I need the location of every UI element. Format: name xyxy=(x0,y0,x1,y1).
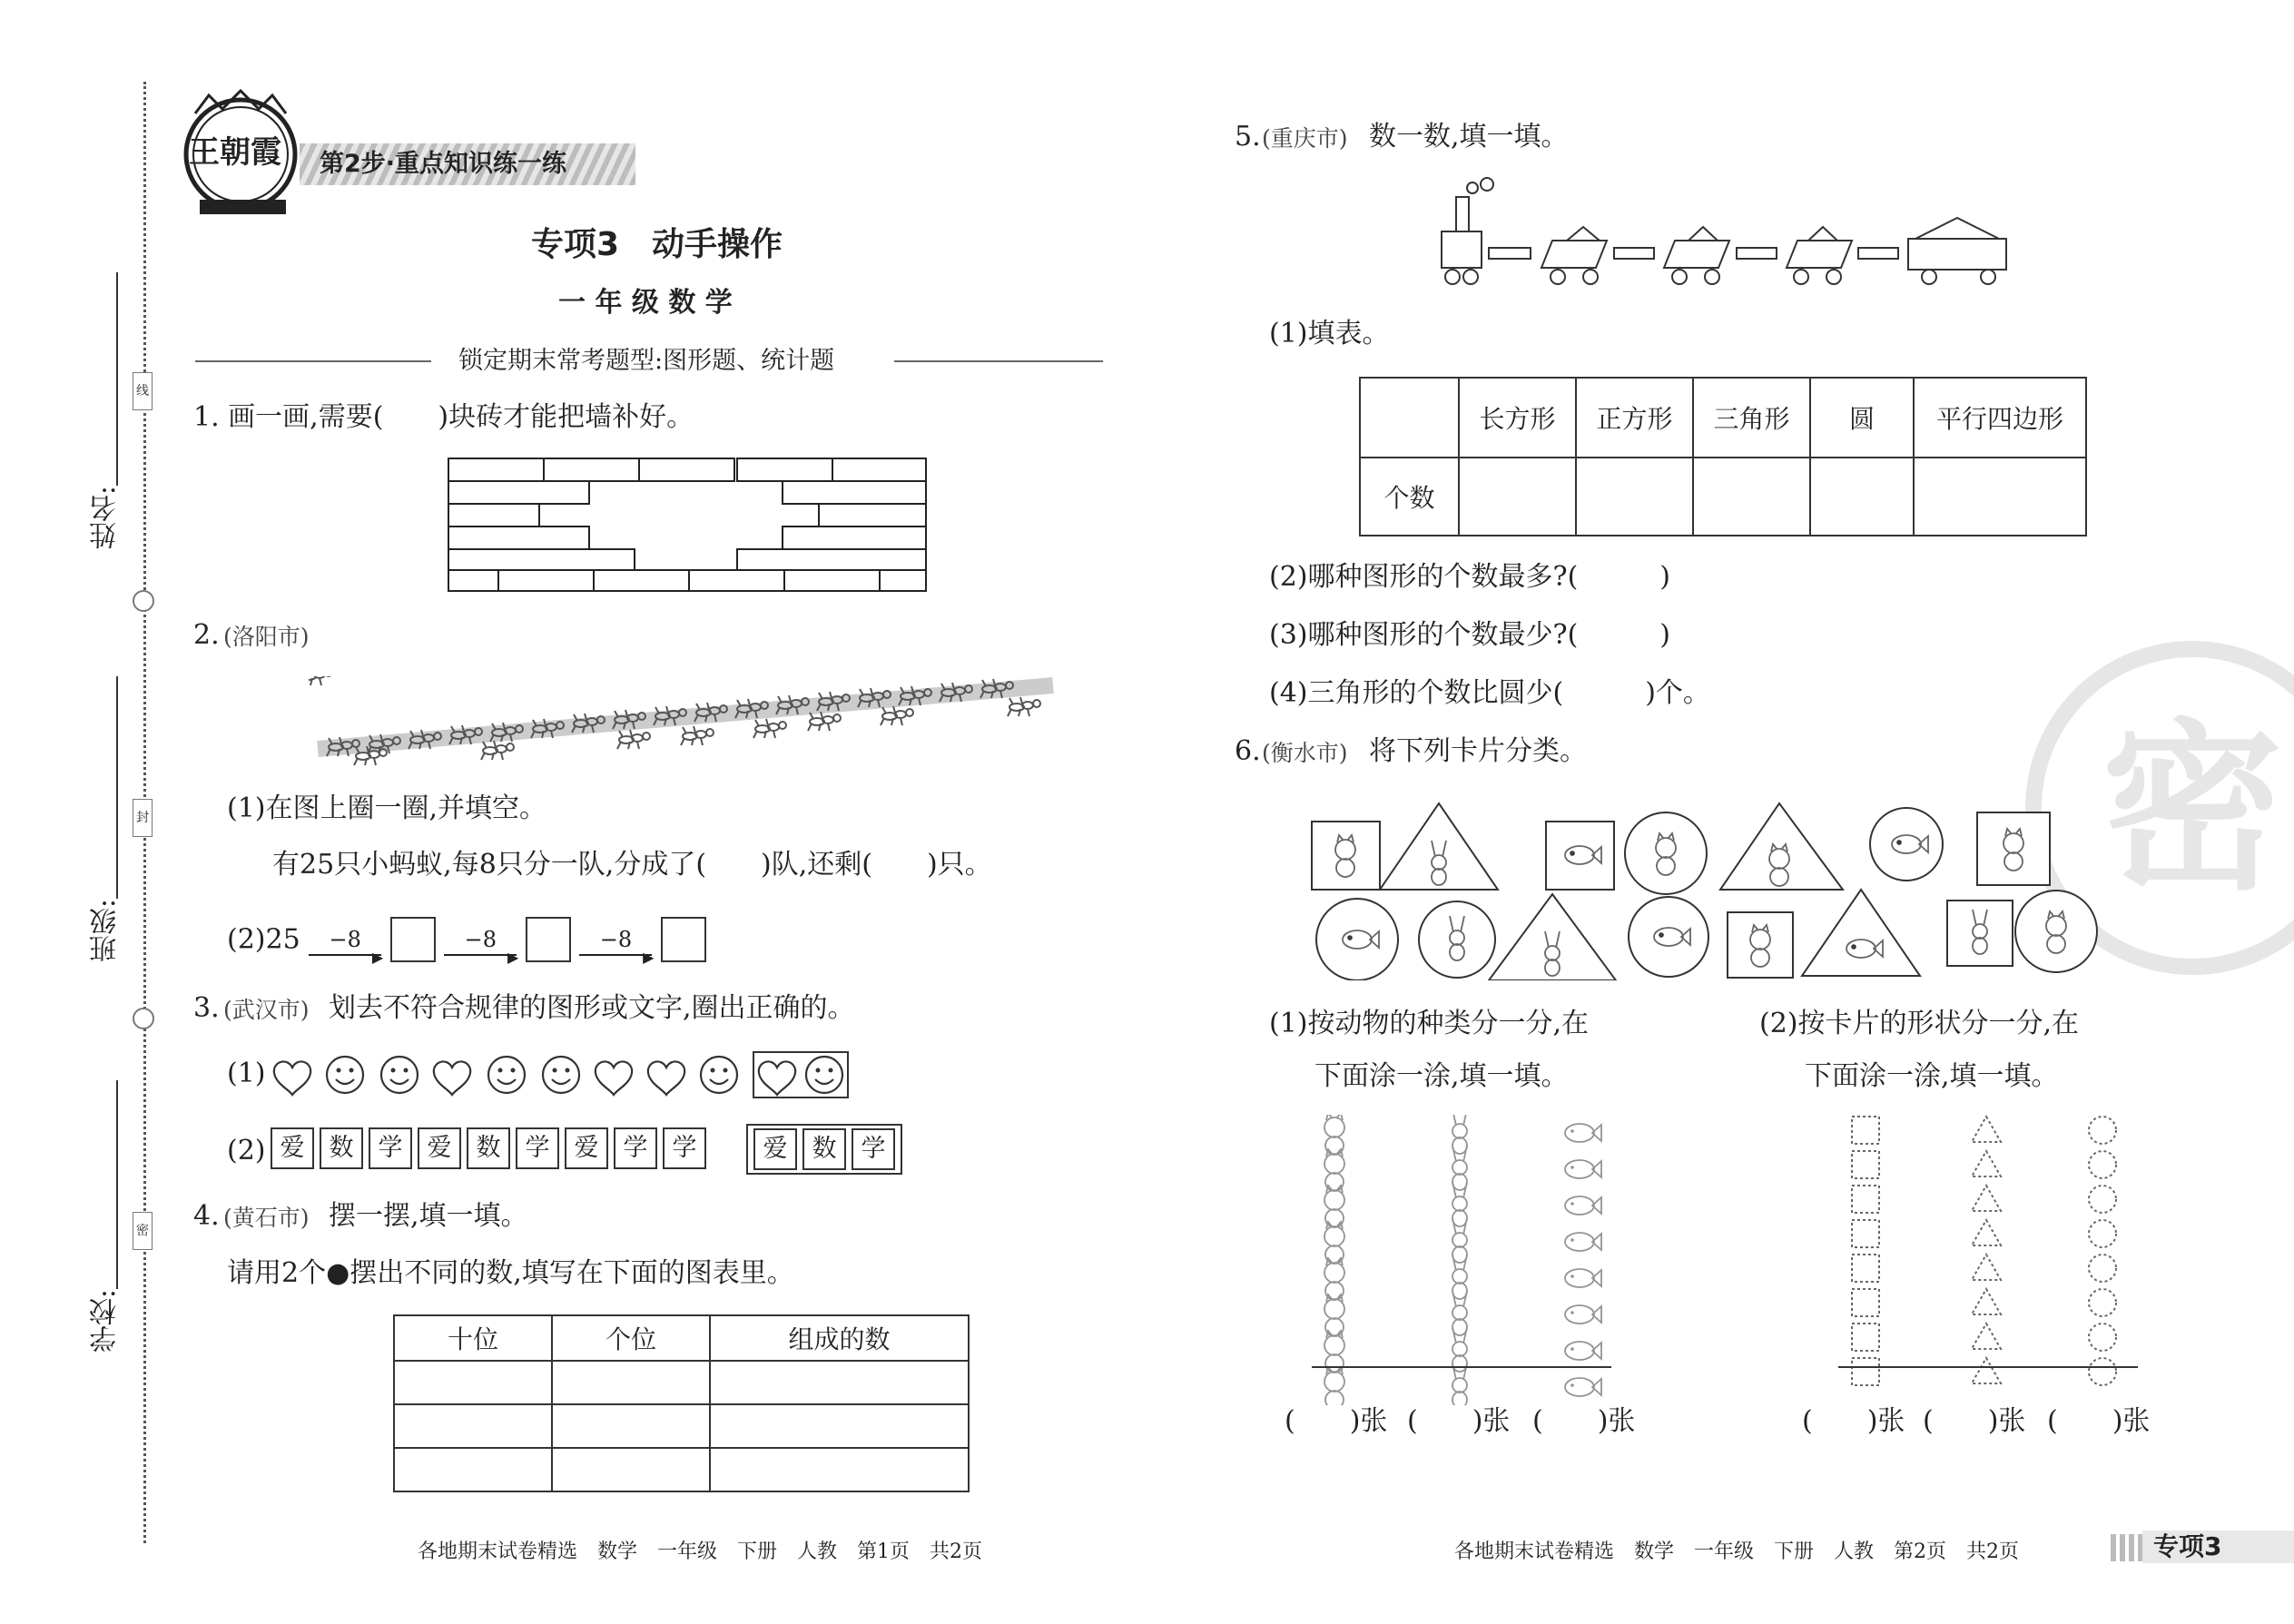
q4-header: 组成的数 xyxy=(710,1315,969,1361)
q4-cell[interactable] xyxy=(394,1404,552,1448)
q4-cell[interactable] xyxy=(394,1361,552,1404)
footer-left: 各地期末试卷精选 数学 一年级 下册 人教 第1页 共2页 xyxy=(418,1540,982,1563)
q4-header: 个位 xyxy=(552,1315,710,1361)
q4-cell[interactable] xyxy=(710,1361,969,1404)
q3-number: 3. xyxy=(193,992,220,1024)
footer-right: 各地期末试卷精选 数学 一年级 下册 人教 第2页 共2页 xyxy=(1454,1540,2019,1563)
q5-header: 正方形 xyxy=(1576,378,1693,458)
ants-illustration xyxy=(309,676,1071,767)
animal-tally-chart xyxy=(1307,1115,1616,1405)
q5-sub1: (1)填表。 xyxy=(1269,318,1390,349)
answer-box-3[interactable] xyxy=(661,917,706,962)
page-title: 专项3 动手操作 xyxy=(531,226,783,263)
q4-cell[interactable] xyxy=(710,1448,969,1491)
q5-text: 数一数,填一填。 xyxy=(1369,121,1569,153)
q4-cell[interactable] xyxy=(710,1404,969,1448)
heart-smiley-row xyxy=(271,1047,861,1103)
seal-circle-1 xyxy=(133,590,154,612)
q3-sub1-label: (1) xyxy=(227,1058,266,1089)
seal-box-1: 线 xyxy=(133,372,153,410)
answer-char[interactable]: 学 xyxy=(852,1128,895,1170)
q3-answer-group xyxy=(746,1124,902,1175)
q6-sub1-line1: (1)按动物的种类分一分,在 xyxy=(1269,1008,1590,1039)
name-label: 姓名: xyxy=(90,486,122,550)
char-cell[interactable]: 数 xyxy=(320,1127,363,1169)
q4-cell[interactable] xyxy=(552,1404,710,1448)
class-line[interactable] xyxy=(116,676,118,899)
q3-sub2-label: (2) xyxy=(227,1135,266,1166)
q5-corner xyxy=(1360,378,1459,458)
char-cell[interactable]: 数 xyxy=(467,1127,510,1169)
q1-text: 1. 画一画,需要( )块砖才能把墙补好。 xyxy=(193,401,694,433)
char-cell[interactable]: 爱 xyxy=(565,1127,608,1169)
q4-source: (黄石市) xyxy=(223,1205,310,1231)
q5-cell[interactable] xyxy=(1459,458,1576,536)
q6-sub1-line2: 下面涂一涂,填一填。 xyxy=(1314,1060,1569,1092)
q5-cell[interactable] xyxy=(1693,458,1810,536)
q5-sub3: (3)哪种图形的个数最少?( ) xyxy=(1269,619,1670,651)
char-cell[interactable]: 爱 xyxy=(418,1127,461,1169)
name-line[interactable] xyxy=(116,272,118,486)
shape-tally-chart xyxy=(1834,1115,2142,1405)
animal-count-3[interactable]: ( )张 xyxy=(1532,1405,1636,1437)
animal-count-2[interactable]: ( )张 xyxy=(1407,1405,1511,1437)
q2-start: (2)25 xyxy=(227,923,300,956)
shape-count-1[interactable]: ( )张 xyxy=(1802,1405,1905,1437)
char-cell[interactable]: 学 xyxy=(663,1127,706,1169)
answer-box-1[interactable] xyxy=(390,917,436,962)
q5-header: 圆 xyxy=(1810,378,1914,458)
q3-char-row xyxy=(271,1127,712,1169)
q2-fill: 有25只小蚂蚁,每8只分一队,分成了( )队,还剩( )只。 xyxy=(272,849,992,881)
q5-cell[interactable] xyxy=(1810,458,1914,536)
q6-sub2-line2: 下面涂一涂,填一填。 xyxy=(1805,1060,2059,1092)
shape-count-2[interactable]: ( )张 xyxy=(1923,1405,2026,1437)
banner-text: 锁定期末常考题型:图形题、统计题 xyxy=(458,347,835,375)
q4-cell[interactable] xyxy=(552,1448,710,1491)
shape-count-3[interactable]: ( )张 xyxy=(2047,1405,2151,1437)
q5-sub4: (4)三角形的个数比圆少( )个。 xyxy=(1269,677,1710,709)
answer-char[interactable]: 爱 xyxy=(753,1128,797,1170)
class-label: 班级: xyxy=(90,899,122,963)
answer-char[interactable]: 数 xyxy=(802,1128,846,1170)
q2-number: 2. xyxy=(193,619,220,651)
arrow-2: −8 ▶ xyxy=(444,927,517,952)
q6-text: 将下列卡片分类。 xyxy=(1369,735,1587,767)
q5-row-label: 个数 xyxy=(1360,458,1459,536)
step-banner: 第2步·重点知识练一练 xyxy=(320,150,567,178)
q5-table xyxy=(1359,377,2087,536)
arrow-1: −8 ▶ xyxy=(309,927,381,952)
footer-tab-label: 专项3 xyxy=(2153,1531,2222,1561)
q2-source: (洛阳市) xyxy=(223,624,310,650)
q2-chain xyxy=(227,917,706,966)
q5-header: 长方形 xyxy=(1459,378,1576,458)
school-label: 学校: xyxy=(90,1289,122,1353)
q5-number: 5. xyxy=(1235,121,1261,153)
q3-source: (武汉市) xyxy=(223,997,310,1023)
q3-text: 划去不符合规律的图形或文字,圈出正确的。 xyxy=(329,992,855,1024)
q5-cell[interactable] xyxy=(1914,458,2086,536)
school-line[interactable] xyxy=(116,1080,118,1289)
q4-header: 十位 xyxy=(394,1315,552,1361)
svg-text:密: 密 xyxy=(2101,704,2284,915)
animal-count-1[interactable]: ( )张 xyxy=(1285,1405,1388,1437)
q4-cell[interactable] xyxy=(394,1448,552,1491)
q4-number: 4. xyxy=(193,1200,220,1232)
banner-line-right xyxy=(894,360,1103,362)
q4-text: 摆一摆,填一填。 xyxy=(329,1200,528,1232)
char-cell[interactable]: 学 xyxy=(369,1127,412,1169)
q4-instruction: 请用2个●摆出不同的数,填写在下面的图表里。 xyxy=(227,1257,794,1289)
logo-name: 王朝霞 xyxy=(189,134,281,171)
q6-source: (衡水市) xyxy=(1262,740,1348,766)
q5-header: 平行四边形 xyxy=(1914,378,2086,458)
banner-line-left xyxy=(195,360,431,362)
q2-sub1: (1)在图上圈一圈,并填空。 xyxy=(227,792,547,824)
seal-box-2: 封 xyxy=(133,799,153,837)
answer-box-2[interactable] xyxy=(526,917,571,962)
char-cell[interactable]: 学 xyxy=(516,1127,559,1169)
footer-tab-pattern xyxy=(2111,1534,2147,1561)
q4-table xyxy=(393,1314,970,1492)
char-cell[interactable]: 爱 xyxy=(271,1127,314,1169)
q6-number: 6. xyxy=(1235,735,1261,767)
q5-sub2: (2)哪种图形的个数最多?( ) xyxy=(1269,561,1670,593)
seal-circle-2 xyxy=(133,1008,154,1029)
char-cell[interactable]: 学 xyxy=(614,1127,657,1169)
animal-cards xyxy=(1307,799,2106,980)
arrow-3: −8 ▶ xyxy=(579,927,652,952)
page-subtitle: 一 年 级 数 学 xyxy=(558,287,733,319)
q5-source: (重庆市) xyxy=(1262,125,1348,152)
q4-cell[interactable] xyxy=(552,1361,710,1404)
brick-wall xyxy=(447,457,928,593)
q5-header: 三角形 xyxy=(1693,378,1810,458)
q6-sub2-line1: (2)按卡片的形状分一分,在 xyxy=(1759,1008,2080,1039)
seal-box-3: 密 xyxy=(133,1212,153,1250)
train-illustration xyxy=(1434,177,2015,295)
q5-cell[interactable] xyxy=(1576,458,1693,536)
